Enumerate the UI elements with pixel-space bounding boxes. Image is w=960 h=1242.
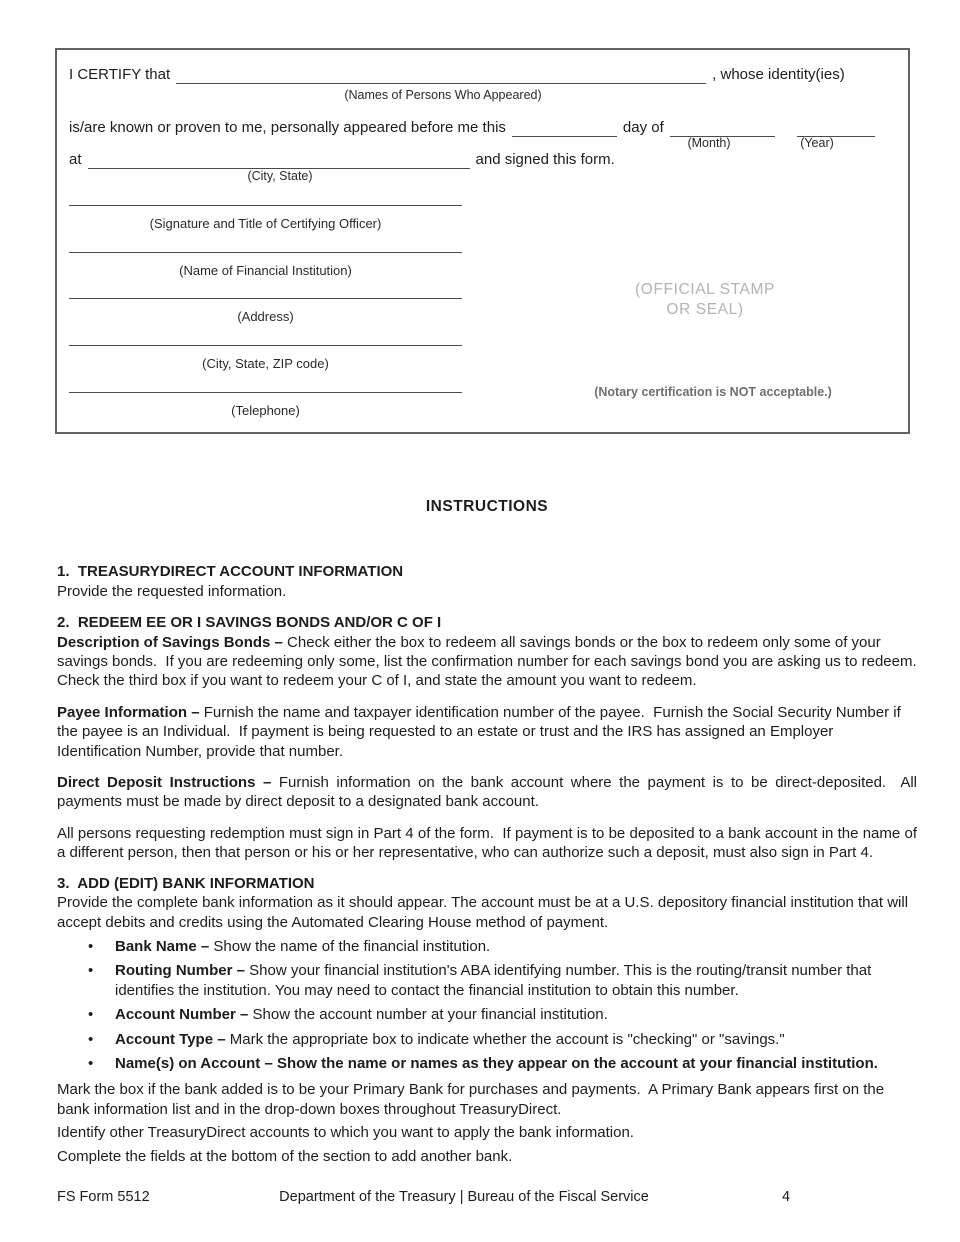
signature-label: (Signature and Title of Certifying Officer): [149, 216, 382, 231]
month-caption: (Month): [687, 136, 731, 150]
certify-line-1: [69, 65, 896, 84]
paragraph-all-persons-sign: [57, 824, 922, 863]
institution-label: (Name of Financial Institution): [179, 263, 352, 278]
year-caption: (Year): [800, 136, 834, 150]
bullet-lead: Bank Name –: [115, 937, 214, 955]
bank-info-bullet-list: [57, 937, 917, 1073]
paragraph-direct-deposit: [57, 773, 922, 812]
telephone-blank-line: [69, 392, 462, 393]
paragraph-primary-bank: Mark the box if the bank added is to be your Primary Bank for purchases and payments. A Primary Bank appears first on the bank information list and in the drop-down boxes throughout TreasuryDirect.: [57, 1081, 889, 1118]
bullet-routing-number: [57, 961, 917, 1000]
bullet-account-type: [57, 1030, 917, 1049]
instructions-section: [57, 497, 925, 1166]
certify-line-2: [69, 118, 896, 137]
footer-page-number: 4: [782, 1189, 791, 1205]
bullet-text: Show the account number at your financial institution.: [252, 1006, 608, 1024]
bullet-text: Mark the appropriate box to indicate whether the account is "checking" or "savings.": [229, 1030, 785, 1048]
certification-box: [55, 48, 910, 434]
paragraph-lead: Description of Savings Bonds –: [57, 633, 288, 651]
bullet-content: [115, 1005, 917, 1024]
signature-blank-line: [69, 205, 462, 206]
footer-department-text: Department of the Treasury | Bureau of the Fiscal Service: [279, 1189, 649, 1205]
bullet-lead: Routing Number –: [115, 962, 250, 980]
section1-heading: 1. TREASURYDIRECT ACCOUNT INFORMATION: [57, 563, 404, 581]
bullet-names-on-account: [57, 1054, 917, 1073]
section3-heading: 3. ADD (EDIT) BANK INFORMATION: [57, 874, 315, 892]
bullet-content: [115, 937, 917, 956]
notary-note: (Notary certification is NOT acceptable.): [594, 385, 832, 399]
bullet-text: Show your financial institution's ABA identifying number. This is the routing/transit number that identifies the institution. You may need to contact the financial institution to obtain this number.: [115, 962, 876, 999]
city-state-zip-blank-line: [69, 345, 462, 346]
section2-heading: 2. REDEEM EE OR I SAVINGS BONDS AND/OR C OF I: [57, 614, 442, 632]
city-state-caption: (City, State): [247, 169, 313, 183]
paragraph-identify-accounts: Identify other TreasuryDirect accounts to which you want to apply the bank information.: [57, 1124, 634, 1142]
bullet-icon: •: [88, 1054, 94, 1072]
paragraph-description-of-savings-bonds: [57, 633, 925, 691]
official-stamp-text-line2: OR SEAL): [666, 301, 744, 318]
paragraph-lead: Payee Information –: [57, 703, 204, 721]
section3-body: Provide the complete bank information as it should appear. The account must be at a U.S. depository financial institution that will accept debits and credits using the Automated Clearing House method of payment.: [57, 894, 913, 931]
bullet-content: [115, 1030, 917, 1049]
paragraph-complete-fields: Complete the fields at the bottom of the section to add another bank.: [57, 1147, 513, 1165]
paragraph-text: Furnish the name and taxpayer identification number of the payee. Furnish the Social Security Number if the payee is an Individual. If payment is being requested to an estate or trust and the IRS has assigned an Employer Identification Number, provide that number.: [57, 703, 905, 760]
bullet-lead: Account Type –: [115, 1030, 230, 1048]
bullet-content: [115, 961, 917, 1000]
bullet-lead: Name(s) on Account – Show the name or names as they appear on the account at your financial institution.: [115, 1054, 878, 1072]
instructions-title: INSTRUCTIONS: [425, 498, 549, 515]
certify-line1-suffix: , whose identity(ies): [712, 66, 845, 83]
certify-line3-suffix: and signed this form.: [475, 151, 615, 168]
bullet-icon: •: [88, 937, 94, 955]
bullet-icon: •: [88, 962, 94, 980]
section1-body: Provide the requested information.: [57, 582, 287, 600]
paragraph-text: Furnish information on the bank account where the payment is to be direct-deposited. All payments must be made by direct deposit to a designated bank account.: [57, 774, 922, 811]
address-blank-line: [69, 298, 462, 299]
paragraph-text: All persons requesting redemption must sign in Part 4 of the form. If payment is to be deposited to a bank account in the name of a different person, then that person or his or her representative, who can authorize such a deposit, must also sign in Part 4.: [57, 824, 922, 862]
telephone-label: (Telephone): [231, 403, 300, 418]
bullet-content: [115, 1054, 917, 1073]
paragraph-lead: Direct Deposit Instructions –: [57, 774, 279, 792]
names-caption: (Names of Persons Who Appeared): [344, 88, 542, 102]
institution-blank-line: [69, 252, 462, 253]
bullet-icon: •: [88, 1006, 94, 1024]
paragraph-text: Check either the box to redeem all savings bonds or the box to redeem only some of your savings bonds. If you are redeeming only some, list the confirmation number for each savings bond you are asking us to redeem. Check the third box if you want to redeem your C of I, and state the amount you want to redeem.: [57, 633, 925, 690]
bullet-lead: Account Number –: [115, 1006, 253, 1024]
bullet-bank-name: [57, 937, 917, 956]
certify-line3-prefix: at: [69, 151, 82, 168]
city-state-zip-label: (City, State, ZIP code): [202, 356, 329, 371]
day-of-label: day of: [622, 119, 664, 136]
certify-line1-prefix: I CERTIFY that: [69, 66, 171, 83]
paragraph-payee-information: [57, 703, 917, 761]
address-label: (Address): [237, 309, 294, 324]
bullet-text: Show the name of the financial institution.: [213, 937, 491, 955]
bullet-icon: •: [88, 1030, 94, 1048]
bullet-account-number: [57, 1005, 917, 1024]
footer-form-number: FS Form 5512: [57, 1189, 150, 1205]
certify-line-3: [69, 150, 896, 169]
official-stamp-text-line1: (OFFICIAL STAMP: [635, 281, 775, 298]
day-blank-line: [512, 120, 617, 137]
names-blank-line: [176, 67, 706, 84]
certify-line2-text: is/are known or proven to me, personally appeared before me this: [69, 119, 506, 136]
